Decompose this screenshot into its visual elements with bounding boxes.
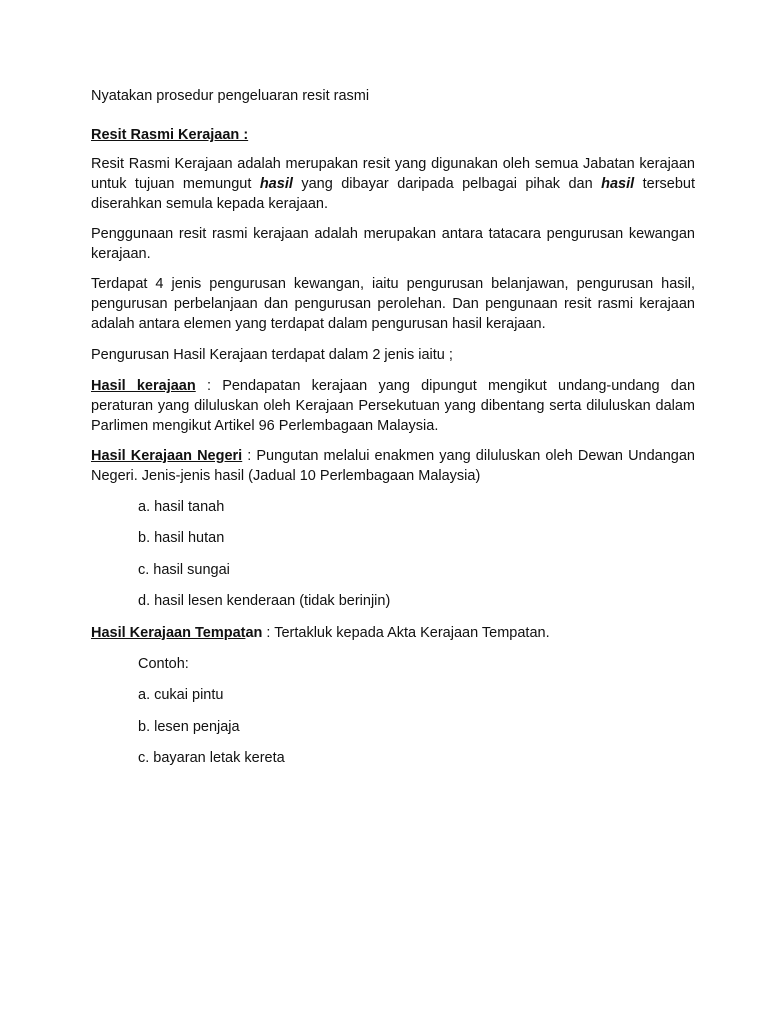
- term-hasil-tempatan: Hasil Kerajaan Tempat: [91, 625, 246, 641]
- definition-hasil-negeri-text: : Pungutan melalui enakmen yang diluluskan oleh Dewan Undangan Negeri. Jenis-jenis hasil (Jadual 10 Perlembagaan Malaysia): [91, 448, 695, 484]
- paragraph-penggunaan: Penggunaan resit rasmi kerajaan adalah merupakan antara tatacara pengurusan kewangan kerajaan.: [91, 226, 695, 262]
- emphasis-hasil-2: hasil: [601, 176, 635, 192]
- paragraph-intro-part2: yang dibayar daripada pelbagai pihak dan: [292, 176, 602, 192]
- definition-hasil-tempatan: [91, 623, 695, 643]
- definition-hasil-kerajaan: [91, 376, 695, 436]
- paragraph-dua-jenis: Pengurusan Hasil Kerajaan terdapat dalam 2 jenis iaitu ;: [91, 347, 453, 363]
- contoh-label: Contoh:: [138, 656, 189, 672]
- definition-hasil-tempatan-text: : Tertakluk kepada Akta Kerajaan Tempatan.: [262, 625, 550, 641]
- definition-hasil-negeri: [91, 446, 695, 486]
- definition-hasil-kerajaan-text: : Pendapatan kerajaan yang dipungut mengikut undang-undang dan peraturan yang diluluskan oleh Kerajaan Persekutuan yang dibentang serta diluluskan dalam Parlimen mengikut Artikel 96 Perlembagaan Malaysia.: [91, 378, 696, 434]
- section-heading: Resit Rasmi Kerajaan :: [91, 127, 249, 143]
- list-item: b. hasil hutan: [138, 530, 225, 546]
- paragraph-intro-part3: tersebut diserahkan semula kepada kerajaan.: [91, 176, 695, 212]
- list-item: c. hasil sungai: [138, 562, 230, 578]
- list-item: a. hasil tanah: [138, 499, 225, 515]
- term-hasil-negeri: Hasil Kerajaan Negeri: [91, 448, 243, 464]
- list-item: b. lesen penjaja: [138, 719, 240, 735]
- emphasis-hasil-1: hasil: [259, 176, 293, 192]
- list-item: c. bayaran letak kereta: [138, 750, 285, 766]
- question-text: Nyatakan prosedur pengeluaran resit rasmi: [91, 88, 370, 104]
- term-hasil-kerajaan: Hasil kerajaan: [91, 378, 196, 394]
- paragraph-intro: [91, 154, 695, 214]
- paragraph-jenis-pengurusan: Terdapat 4 jenis pengurusan kewangan, iaitu pengurusan belanjawan, pengurusan hasil, pengurusan perbelanjaan dan pengurusan perolehan. Dan pengunaan resit rasmi kerajaan adalah antara elemen yang terdapat dalam pengurusan hasil kerajaan.: [91, 276, 695, 332]
- term-hasil-tempatan-tail: an: [245, 625, 263, 641]
- list-item: d. hasil lesen kenderaan (tidak berinjin): [138, 593, 391, 609]
- list-item: a. cukai pintu: [138, 687, 224, 703]
- paragraph-intro-part1: Resit Rasmi Kerajaan adalah merupakan resit yang digunakan oleh semua Jabatan kerajaan untuk tujuan memungut: [91, 156, 695, 192]
